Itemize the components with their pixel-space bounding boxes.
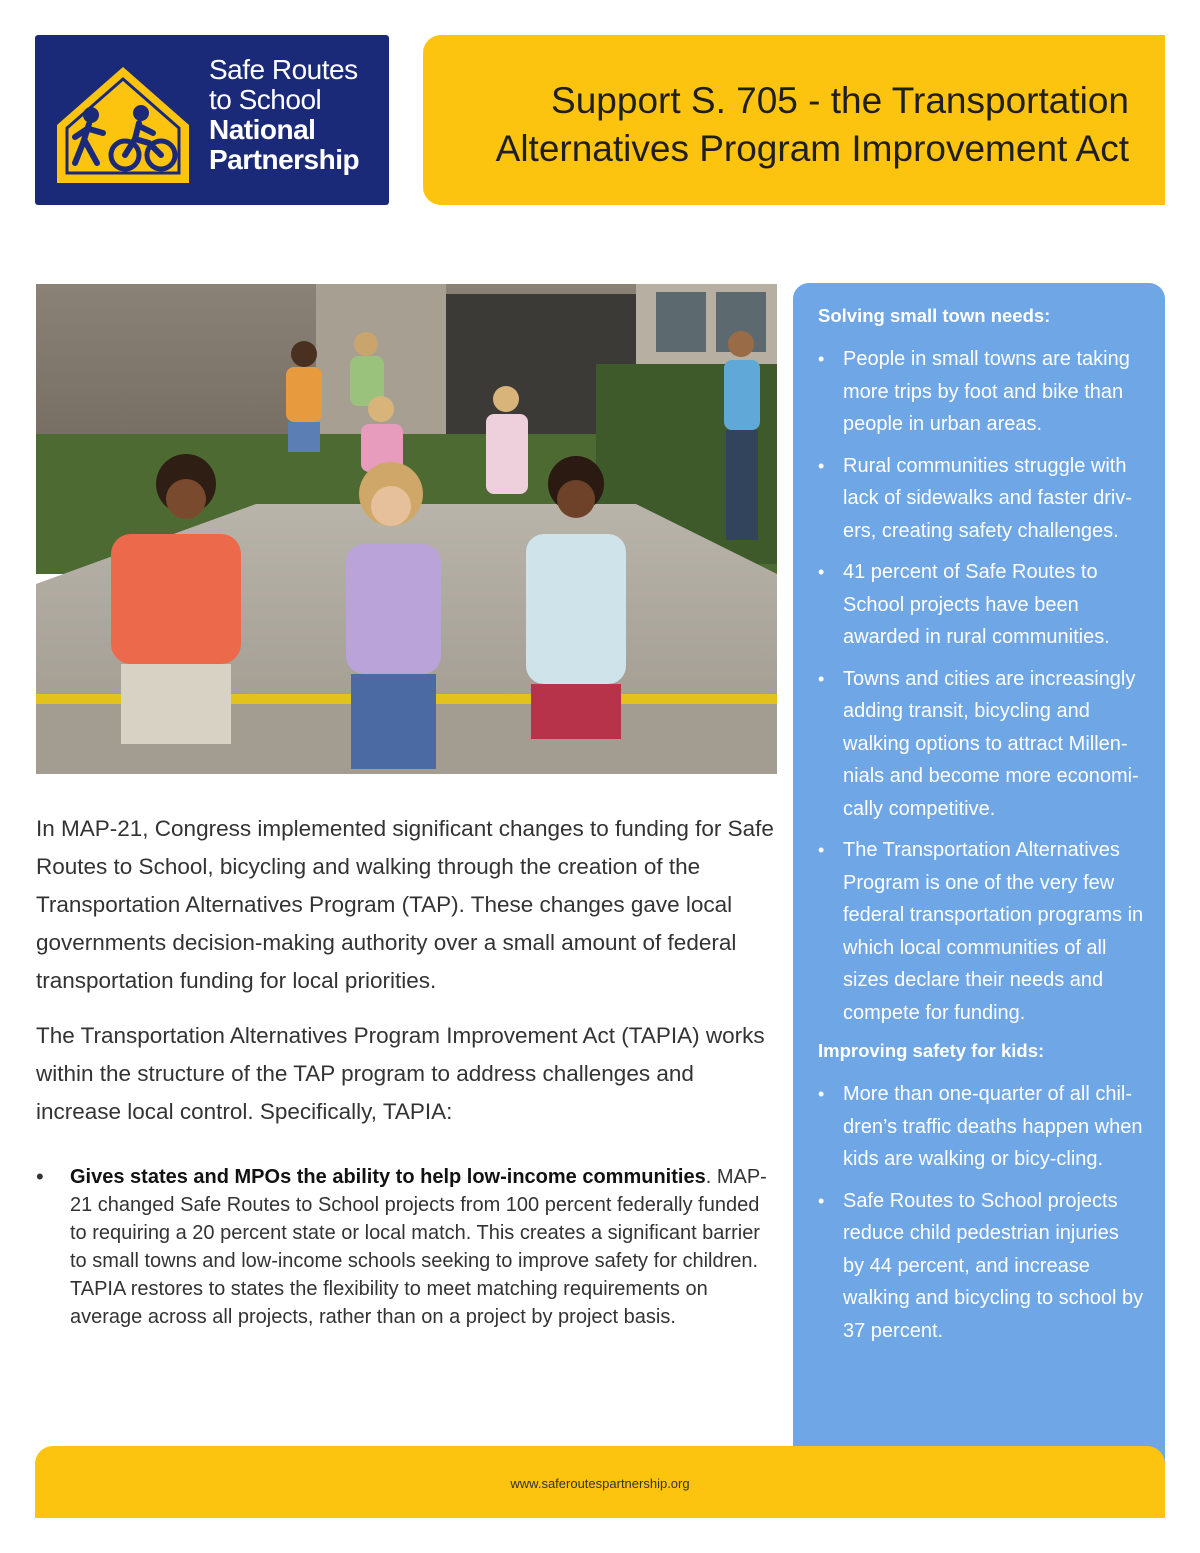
safety-list (818, 1078, 1145, 1347)
list-item (818, 343, 1145, 441)
title-line-2: Alternatives Program Improvement Act (495, 128, 1129, 169)
list-item (818, 556, 1145, 654)
list-item-text: More than one-quarter of all chil-dren’s traffic deaths happen when kids are walking or bicy-cling. (843, 1083, 1143, 1170)
list-item-text: Towns and cities are increasingly adding transit, bicycling and walking options to attract Millen-nials and become more economi-cally competitive. (843, 667, 1139, 820)
tapia-paragraph: The Transportation Alternatives Program Improvement Act (TAPIA) works within the structure of the TAP program to address challenges and increase local control. Specifically, TAPIA: (36, 1023, 765, 1124)
bullet-marker: • (818, 1084, 825, 1104)
tapia-bullet-heading: Gives states and MPOs the ability to help low-income communities (70, 1166, 706, 1188)
logo (35, 35, 389, 205)
bullet-marker: • (36, 1164, 44, 1189)
title-line-1: Support S. 705 - the Transportation (551, 80, 1129, 121)
list-item (818, 450, 1145, 548)
small-town-list (818, 343, 1145, 1029)
logo-line-1: Safe Routes (209, 54, 358, 85)
logo-line-4: Partnership (209, 144, 360, 175)
bullet-marker: • (818, 1190, 825, 1211)
list-item (818, 1185, 1145, 1348)
intro-paragraph: In MAP-21, Congress implemented significant changes to funding for Safe Routes to School, bicycling and walking through the creation of the Transportation Alternatives Program (TAP). These changes gave local governments decision-making authority over a small amount of federal transportation funding for local priorities. (36, 816, 774, 993)
logo-wordmark (209, 55, 359, 175)
title-banner (423, 35, 1165, 205)
list-item-text: 41 percent of Safe Routes to School projects have been awarded in rural communities. (843, 561, 1110, 648)
sidebar-heading-safety: Improving safety for kids: (818, 1040, 1045, 1061)
tapia-bullet-text: . MAP-21 changed Safe Routes to School projects from 100 percent federally funded to requiring a 20 percent state or local match. This creates a significant barrier to small towns and low-income schools seeking to improve safety for children. TAPIA restores to states the flexibility to meet matching requirements on average across all projects, rather than on a project by project basis. (70, 1166, 767, 1328)
walking-child-and-cyclist-house-icon (53, 63, 193, 187)
page-title (496, 77, 1129, 173)
bullet-marker: • (818, 668, 825, 689)
bullet-marker: • (818, 840, 825, 860)
list-item-text: Rural communities struggle with lack of sidewalks and faster driv-ers, creating safety challenges. (843, 454, 1133, 542)
list-item (818, 663, 1145, 826)
logo-line-2: to School (209, 84, 322, 115)
logo-line-3: National (209, 114, 316, 145)
list-item (818, 834, 1145, 1029)
children-walking-from-school-photo (36, 284, 777, 774)
sidebar-heading-small-towns: Solving small town needs: (818, 305, 1051, 326)
website-link[interactable]: www.saferoutespartnership.org (510, 1476, 690, 1491)
list-item-text: The Transportation Alternatives Program is one of the very few federal transportation programs in which local communities of all sizes declare their needs and compete for funding. (843, 839, 1144, 1024)
list-item-text: People in small towns are taking more trips by foot and bike than people in urban areas. (843, 348, 1130, 435)
tapia-bullet (36, 1163, 781, 1331)
bullet-marker: • (818, 562, 825, 582)
bullet-marker: • (818, 455, 825, 476)
bullet-marker: • (818, 349, 825, 369)
facts-sidebar (793, 283, 1165, 1463)
list-item-text: Safe Routes to School projects reduce child pedestrian injuries by 44 percent, and increase walking and bicycling to school by 37 percent. (843, 1189, 1144, 1342)
footer (35, 1446, 1165, 1518)
list-item (818, 1078, 1145, 1176)
